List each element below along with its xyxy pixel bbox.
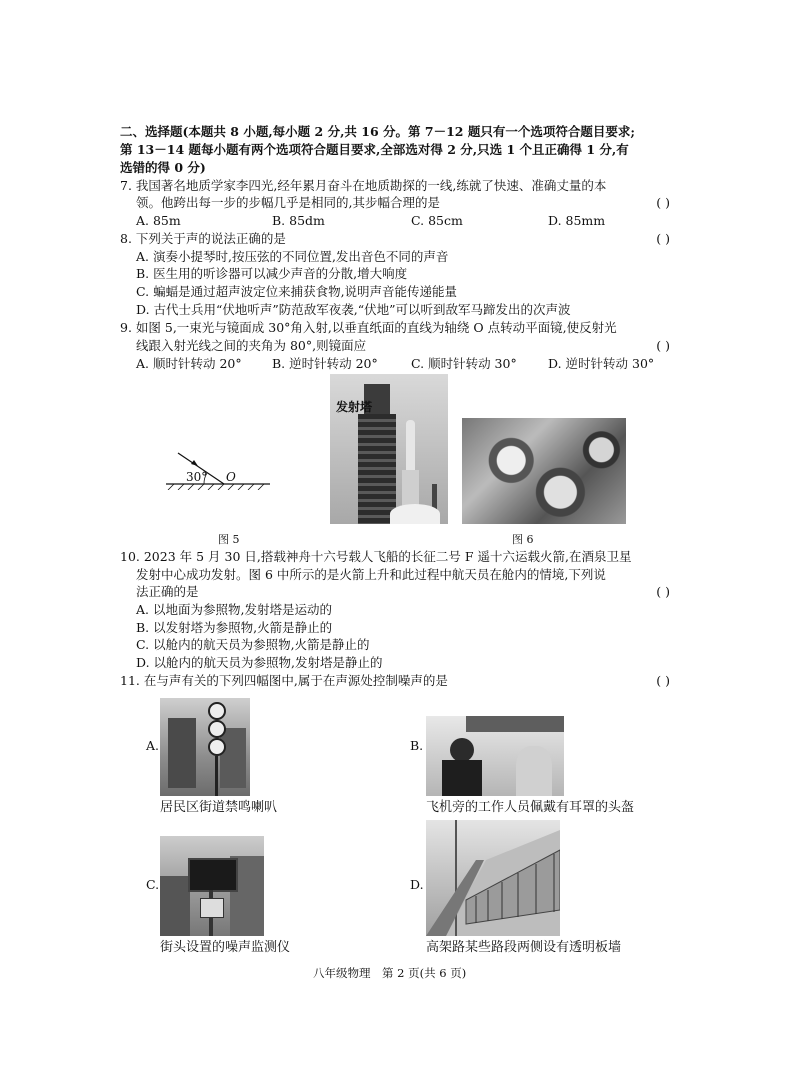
- transparent-noise-barrier-photo: [426, 820, 560, 936]
- point-o-label: O: [226, 470, 236, 484]
- q7-option-c: C. 85cm: [411, 213, 463, 228]
- q9-answer-paren: ( ): [656, 338, 670, 353]
- noise-display-screen: [188, 858, 238, 892]
- no-honking-street-photo: [160, 698, 250, 796]
- q9-stem-line-2: 线跟入射光线之间的夹角为 80°,则镜面应: [136, 338, 367, 353]
- q11-option-b-caption: 飞机旁的工作人员佩戴有耳罩的头盔: [426, 800, 635, 815]
- q10-stem-line-2: 发射中心成功发射。图 6 中所示的是火箭上升和此过程中航天员在舱内的情境,下列说: [136, 567, 606, 582]
- q9-option-b: B. 逆时针转动 20°: [272, 356, 378, 371]
- q11-stem: 11. 在与声有关的下列四幅图中,属于在声源处控制噪声的是: [120, 673, 448, 688]
- q11-option-c-caption: 街头设置的噪声监测仪: [160, 940, 291, 955]
- q8-option-b: B. 医生用的听诊器可以减少声音的分散,增大响度: [136, 266, 408, 281]
- q8-option-c: C. 蝙蝠是通过超声波定位来捕获食物,说明声音能传递能量: [136, 284, 458, 299]
- q7-option-a: A. 85m: [136, 213, 181, 228]
- q9-option-d: D. 逆时针转动 30°: [548, 356, 655, 371]
- q11-option-c-letter: C.: [146, 877, 160, 892]
- q8-option-a: A. 演奏小提琴时,按压弦的不同位置,发出音色不同的声音: [136, 249, 449, 264]
- incident-ray-arrow: [191, 460, 198, 466]
- airport-worker-photo: [426, 716, 564, 796]
- q11-option-a-letter: A.: [146, 738, 160, 753]
- angle-label: 30°: [186, 470, 208, 484]
- section-header-line-1: 二、选择题(本题共 8 小题,每小题 2 分,共 16 分。第 7－12 题只有一个选项符合题目要求;: [120, 124, 635, 139]
- rocket-launch-photo: [330, 374, 448, 524]
- q10-stem-line-1: 10. 2023 年 5 月 30 日,搭载神舟十六号载人飞船的长征二号 F 遥十六运载火箭,在酒泉卫星: [120, 549, 632, 564]
- no-horn-sign-icon: [208, 702, 226, 720]
- q7-stem-line-1: 7. 我国著名地质学家李四光,经年累月奋斗在地质勘探的一线,练就了快速、准确丈量的本: [120, 178, 607, 193]
- section-header-line-2: 第 13－14 题每小题有两个选项符合题目要求,全部选对得 2 分,只选 1 个且正确得 1 分,有: [120, 142, 629, 157]
- mirror-hatching: [168, 484, 264, 490]
- q10-option-d: D. 以舱内的航天员为参照物,发射塔是静止的: [136, 655, 383, 670]
- q10-stem-line-3: 法正确的是: [136, 584, 199, 599]
- q8-option-d: D. 古代士兵用“伏地听声”防范敌军夜袭,“伏地”可以听到敌军马蹄发出的次声波: [136, 302, 571, 317]
- noise-monitor-photo: [160, 836, 264, 936]
- q11-option-d-caption: 高架路某些路段两侧设有透明板墙: [426, 940, 622, 955]
- q7-option-d: D. 85mm: [548, 213, 606, 228]
- q10-answer-paren: ( ): [656, 584, 670, 599]
- q10-option-b: B. 以发射塔为参照物,火箭是静止的: [136, 620, 333, 635]
- q11-option-a-caption: 居民区街道禁鸣喇叭: [160, 800, 278, 815]
- q7-option-b: B. 85dm: [272, 213, 325, 228]
- q8-answer-paren: ( ): [656, 231, 670, 246]
- q9-option-c: C. 顺时针转动 30°: [411, 356, 517, 371]
- q7-answer-paren: ( ): [656, 195, 670, 210]
- ear-muff-helmet: [450, 738, 474, 762]
- figure-6-caption: 图 6: [512, 533, 534, 546]
- q10-option-a: A. 以地面为参照物,发射塔是运动的: [136, 602, 332, 617]
- q10-option-c: C. 以舱内的航天员为参照物,火箭是静止的: [136, 637, 370, 652]
- astronauts-in-cabin-photo: [462, 418, 626, 524]
- figure-5-caption: 图 5: [218, 533, 240, 546]
- q11-option-b-letter: B.: [410, 738, 424, 753]
- barrier-wall-drawing: [426, 820, 560, 936]
- q8-stem: 8. 下列关于声的说法正确的是: [120, 231, 286, 246]
- section-header-line-3: 选错的得 0 分): [120, 160, 206, 175]
- q9-stem-line-1: 9. 如图 5,一束光与镜面成 30°角入射,以垂直纸面的直线为轴绕 O 点转动平面镜,使反射光: [120, 320, 617, 335]
- q11-answer-paren: ( ): [656, 673, 670, 688]
- q7-stem-line-2: 领。他跨出每一步的步幅几乎是相同的,其步幅合理的是: [136, 195, 440, 210]
- q11-option-d-letter: D.: [410, 877, 424, 892]
- tower-label: 发射塔: [336, 400, 373, 414]
- q9-option-a: A. 顺时针转动 20°: [136, 356, 242, 371]
- page-footer: 八年级物理 第 2 页(共 6 页): [313, 966, 467, 980]
- figure-5-mirror-diagram: [160, 440, 280, 490]
